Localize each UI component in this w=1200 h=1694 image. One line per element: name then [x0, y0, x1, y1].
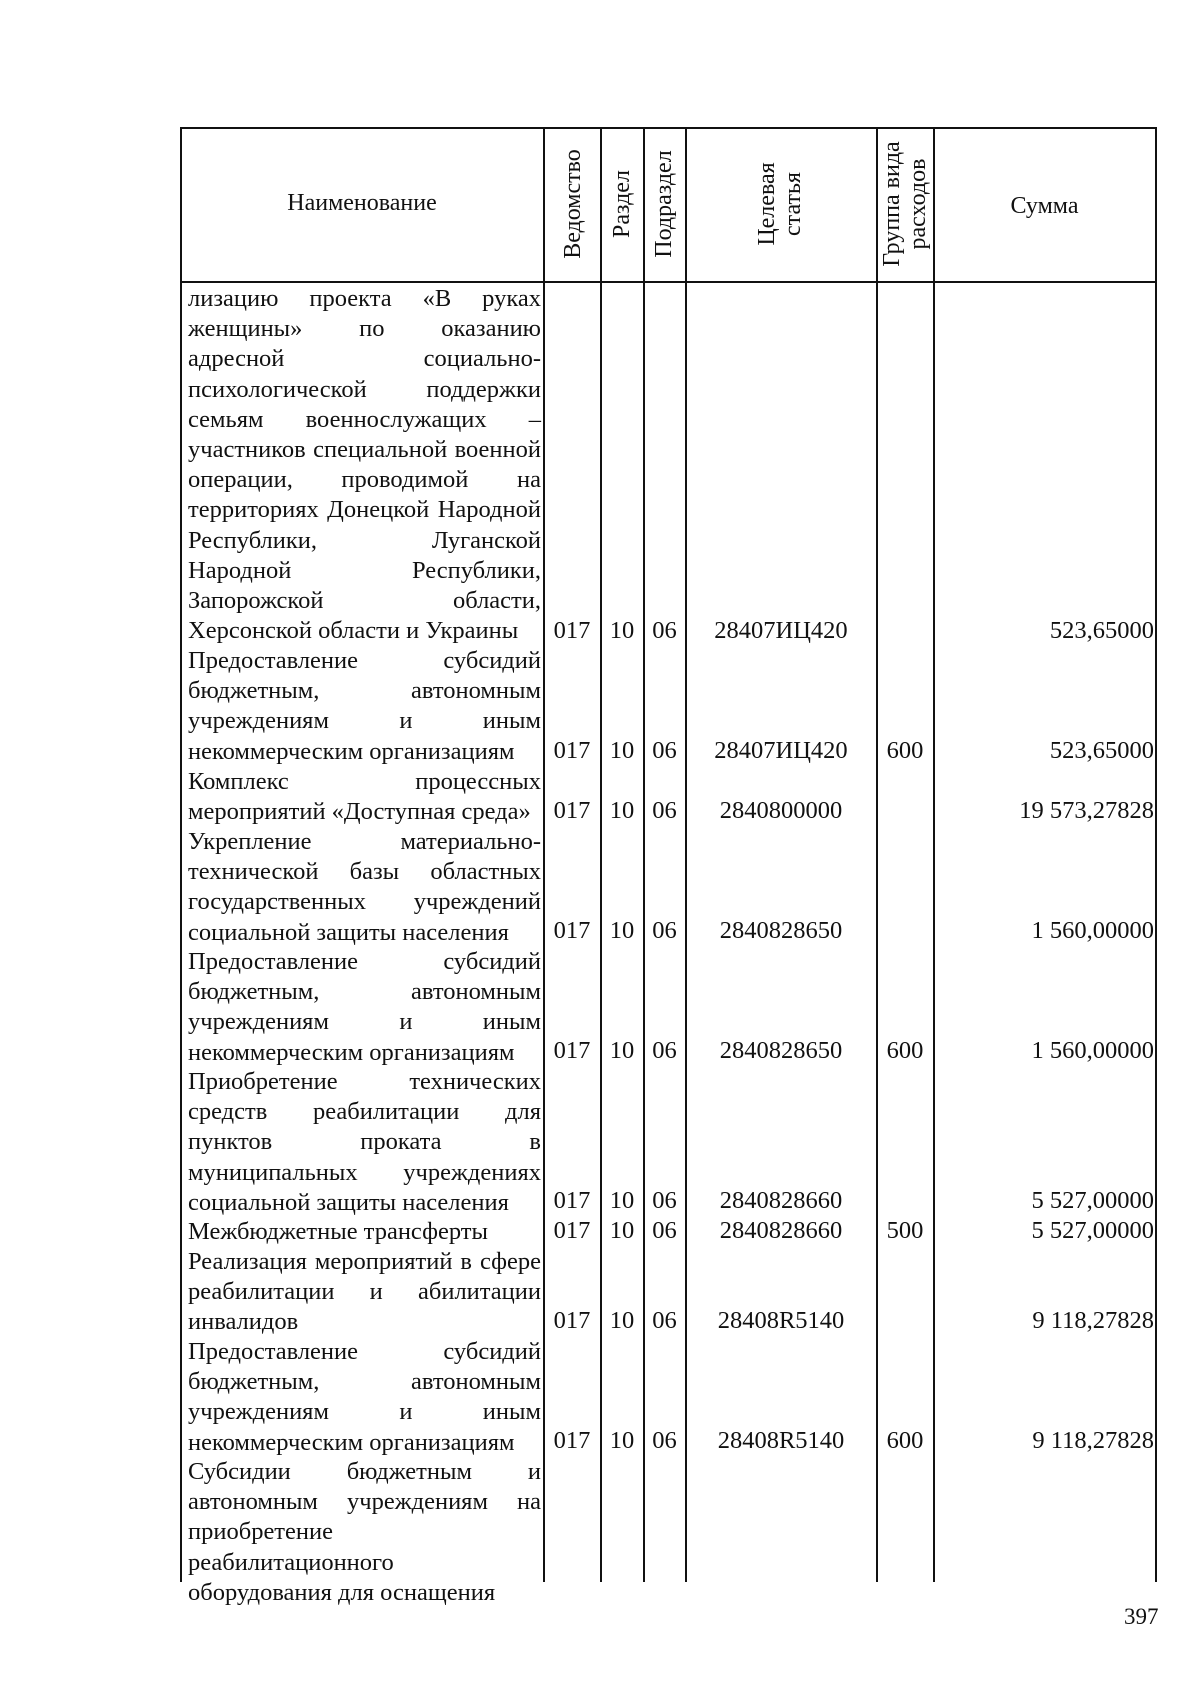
row-razdel: 10: [609, 1307, 635, 1334]
header-vedomstvo: Ведомство: [560, 149, 586, 259]
col-divider-4: [685, 127, 687, 1582]
row-ved: 017: [553, 797, 591, 824]
row-razdel: 10: [609, 1187, 635, 1214]
row-ved: 017: [553, 617, 591, 644]
row-name: Реализация мероприятий в сфере реабилитации и абилитации инвалидов: [188, 1248, 541, 1336]
col-divider-5: [876, 127, 878, 1582]
row-name: Укрепление материально-технической базы областных государственных учреждений социальной защиты населения: [188, 828, 541, 946]
row-sum: 9 118,27828: [1032, 1427, 1154, 1454]
header-celevaya: [754, 129, 806, 279]
row-cs: 28407ИЦ420: [714, 617, 848, 644]
row-podrazdel: 06: [652, 1307, 677, 1334]
row-sum: 523,65000: [1049, 737, 1154, 764]
row-sum: 1 560,00000: [1031, 1037, 1154, 1064]
row-cs: 2840828660: [719, 1187, 843, 1214]
row-cs: 2840800000: [719, 797, 843, 824]
row-name: Предоставление субсидий бюджетным, автономным учреждениям и иным некоммерческим организациям: [188, 647, 541, 765]
row-vr: 600: [886, 737, 924, 764]
row-razdel: 10: [609, 1037, 635, 1064]
row-razdel: 10: [609, 797, 635, 824]
row-razdel: 10: [609, 737, 635, 764]
row-podrazdel: 06: [652, 917, 677, 944]
row-podrazdel: 06: [652, 1217, 677, 1244]
row-name: Предоставление субсидий бюджетным, автономным учреждениям и иным некоммерческим организациям: [188, 1338, 541, 1456]
header-gruppa-line2: расходов: [905, 158, 931, 250]
row-podrazdel: 06: [652, 617, 677, 644]
row-name: Комплекс процессных мероприятий «Доступная среда»: [188, 768, 541, 826]
row-name: Межбюджетные трансферты: [188, 1218, 488, 1245]
header-celevaya-line2: статья: [780, 172, 806, 236]
row-ved: 017: [553, 1217, 591, 1244]
header-gruppa-line1: Группа вида: [879, 141, 905, 267]
row-ved: 017: [553, 1037, 591, 1064]
row-ved: 017: [553, 1187, 591, 1214]
row-razdel: 10: [609, 1427, 635, 1454]
row-cs: 28408R5140: [717, 1307, 845, 1334]
header-name: Наименование: [287, 190, 437, 216]
row-vr: 500: [886, 1217, 924, 1244]
row-razdel: 10: [609, 1217, 635, 1244]
row-sum: 1 560,00000: [1031, 917, 1154, 944]
col-divider-1: [543, 127, 545, 1582]
header-summa: Сумма: [1010, 193, 1079, 219]
row-cs: 2840828650: [719, 917, 843, 944]
row-name: Предоставление субсидий бюджетным, автономным учреждениям и иным некоммерческим организациям: [188, 948, 541, 1066]
row-podrazdel: 06: [652, 737, 677, 764]
page-number: 397: [1124, 1604, 1159, 1629]
header-bottom-border: [180, 281, 1156, 283]
table-left-border: [180, 127, 182, 1582]
row-razdel: 10: [609, 617, 635, 644]
col-divider-3: [643, 127, 645, 1582]
header-celevaya-line1: Целевая: [754, 162, 780, 246]
row-cs: 28407ИЦ420: [714, 737, 848, 764]
row-podrazdel: 06: [652, 1037, 677, 1064]
row-cs: 2840828660: [719, 1217, 843, 1244]
col-divider-2: [600, 127, 602, 1582]
row-razdel: 10: [609, 917, 635, 944]
row-podrazdel: 06: [652, 1427, 677, 1454]
row-sum: 523,65000: [1049, 617, 1154, 644]
row-ved: 017: [553, 1307, 591, 1334]
col-divider-6: [933, 127, 935, 1582]
row-ved: 017: [553, 737, 591, 764]
row-ved: 017: [553, 1427, 591, 1454]
row-vr: 600: [886, 1037, 924, 1064]
row-sum: 5 527,00000: [1031, 1187, 1154, 1214]
row-podrazdel: 06: [652, 797, 677, 824]
table-right-border: [1155, 127, 1157, 1582]
row-sum: 9 118,27828: [1032, 1307, 1154, 1334]
header-gruppa: [879, 129, 931, 279]
row-name: Приобретение технических средств реабилитации для пунктов проката в муниципальных учреждениях социальной защиты населения: [188, 1068, 541, 1216]
row-podrazdel: 06: [652, 1187, 677, 1214]
header-podrazdel: Подраздел: [651, 150, 677, 258]
row-cs: 2840828650: [719, 1037, 843, 1064]
row-sum: 19 573,27828: [1019, 797, 1154, 824]
row-name: Субсидии бюджетным и автономным учреждениям на приобретение реабилитационного оборудования для оснащения: [188, 1458, 541, 1606]
row-ved: 017: [553, 917, 591, 944]
row-sum: 5 527,00000: [1031, 1217, 1154, 1244]
row-cs: 28408R5140: [717, 1427, 845, 1454]
row-vr: 600: [886, 1427, 924, 1454]
header-razdel: Раздел: [609, 170, 635, 238]
row-name: лизацию проекта «В руках женщины» по оказанию адресной социально-психологической поддержки семьям военнослужащих – участников специальной военной операции, проводимой на территориях Донецкой Народной Республики, Луганской Народной Республики, Запорожской области, Херсонской области и Украины: [188, 285, 541, 645]
